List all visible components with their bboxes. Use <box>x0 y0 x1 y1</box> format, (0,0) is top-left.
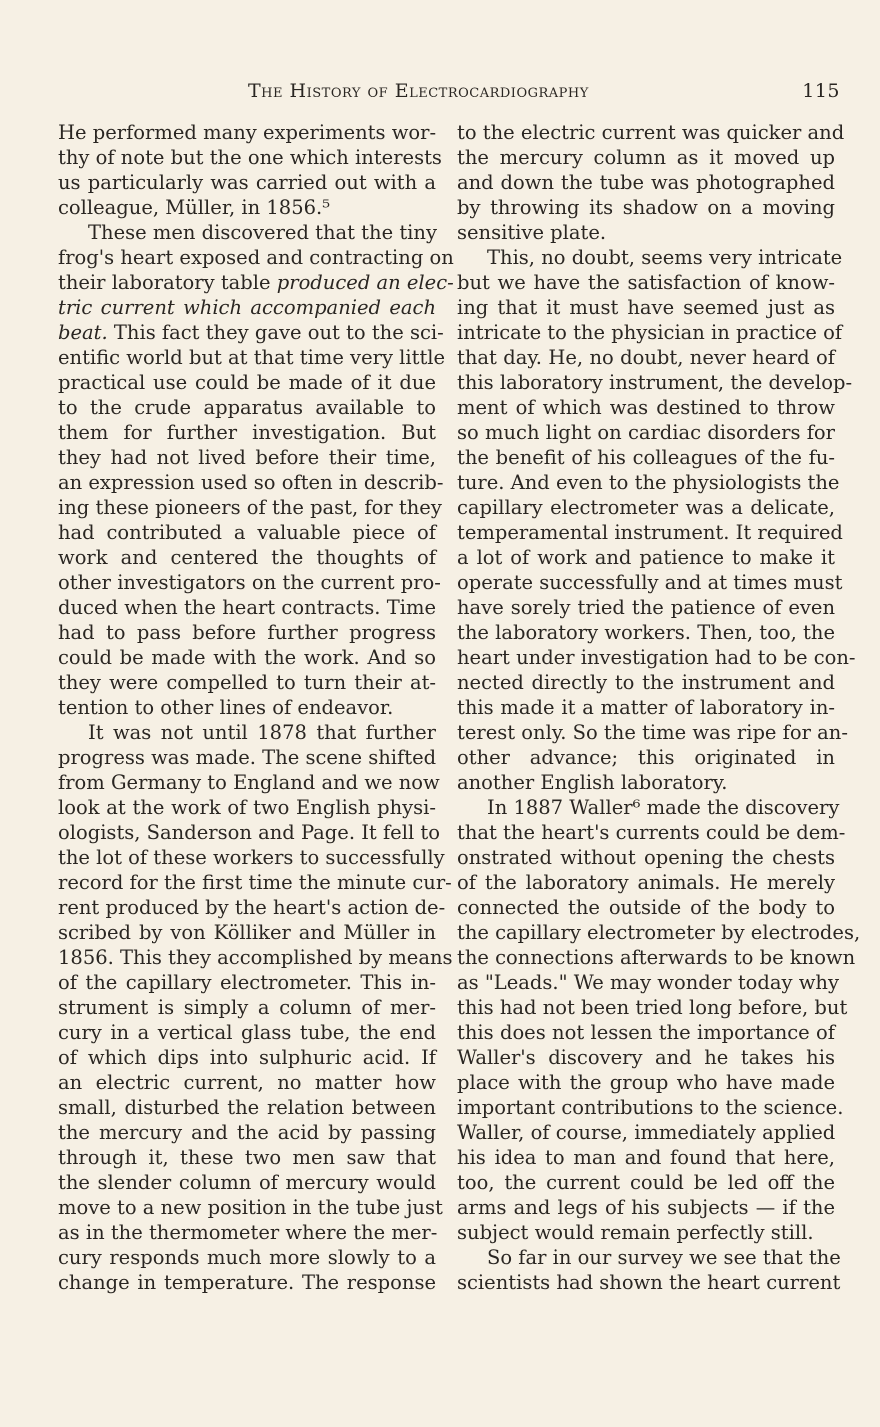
text-line: an electric current, no matter how <box>58 1071 436 1094</box>
text-line: the slender column of mercury would <box>58 1171 436 1194</box>
text-line: they had not lived before their time, <box>58 446 436 469</box>
text-line: could be made with the work. And so <box>58 646 436 669</box>
text-line: cury responds much more slowly to a <box>58 1246 436 1269</box>
text-line: through it, these two men saw that <box>58 1146 436 1169</box>
text-line: subject would remain perfectly still. <box>457 1221 814 1244</box>
text-line: change in temperature. The response <box>58 1271 436 1294</box>
text-line: Waller's discovery and he takes his <box>457 1046 835 1069</box>
text-line: terest only. So the time was ripe for an- <box>457 721 848 744</box>
text-line: colleague, Müller, in 1856.⁵ <box>58 196 331 219</box>
text-line: the connections afterwards to be known <box>457 946 856 969</box>
text-line: scribed by von Kölliker and Müller in <box>58 921 436 944</box>
text-line: his idea to man and found that here, <box>457 1146 835 1169</box>
text-line: had to pass before further progress <box>58 621 436 644</box>
text-line: other investigators on the current pro- <box>58 571 441 594</box>
text-line: ing these pioneers of the past, for they <box>58 496 442 519</box>
text-line: this does not lessen the importance of <box>457 1021 835 1044</box>
text-line: other advance; this originated in <box>457 746 835 769</box>
text-line: and down the tube was photographed <box>457 171 835 194</box>
text-line: another English laboratory. <box>457 771 728 794</box>
text-line: that the heart's currents could be dem- <box>457 821 846 844</box>
text-line: the mercury column as it moved up <box>457 146 835 169</box>
running-head <box>60 80 840 108</box>
text-line: this laboratory instrument, the develop- <box>457 371 853 394</box>
text-line: heart under investigation had to be con- <box>457 646 856 669</box>
text-line: place with the group who have made <box>457 1071 835 1094</box>
left-text-column <box>58 120 454 1295</box>
text-line: operate successfully and at times must <box>457 571 843 594</box>
text-line: tention to other lines of endeavor. <box>58 696 394 719</box>
text-line: ologists, Sanderson and Page. It fell to <box>58 821 440 844</box>
text-line: tric current which accompanied each <box>58 296 436 319</box>
running-title: The History of Electrocardiography <box>248 80 589 102</box>
text-line: duced when the heart contracts. Time <box>58 596 436 619</box>
text-line: they were compelled to turn their at- <box>58 671 436 694</box>
text-line: entific world but at that time very little <box>58 346 446 369</box>
text-line: strument is simply a column of mer- <box>58 996 436 1019</box>
right-text-column <box>457 120 861 1295</box>
text-line: ture. And even to the physiologists the <box>457 471 840 494</box>
text-line: that day. He, no doubt, never heard of <box>457 346 835 369</box>
text-line: thy of note but the one which interests <box>58 146 442 169</box>
text-line: as "Leads." We may wonder today why <box>457 971 839 994</box>
text-line: rent produced by the heart's action de- <box>58 896 446 919</box>
text-line: He performed many experiments wor- <box>58 121 437 144</box>
text-line: but we have the satisfaction of know- <box>457 271 835 294</box>
text-line: so much light on cardiac disorders for <box>457 421 835 444</box>
text-line: Waller, of course, immediately applied <box>457 1121 836 1144</box>
text-line: a lot of work and patience to make it <box>457 546 835 569</box>
text-line: nected directly to the instrument and <box>457 671 835 694</box>
text-line: the mercury and the acid by passing <box>58 1121 436 1144</box>
text-line: an expression used so often in describ- <box>58 471 444 494</box>
text-line: have sorely tried the patience of even <box>457 596 835 619</box>
text-line: the capillary electrometer by electrodes, <box>457 921 861 944</box>
text-line: 1856. This they accomplished by means <box>58 946 453 969</box>
text-line: ment of which was destined to throw <box>457 396 835 419</box>
text-line: the lot of these workers to successfully <box>58 846 445 869</box>
text-line: from Germany to England and we now <box>58 771 440 794</box>
text-line: of the capillary electrometer. This in- <box>58 971 436 994</box>
text-line: look at the work of two English physi- <box>58 796 436 819</box>
text-line: their laboratory table produced an elec- <box>58 271 454 294</box>
text-line: So far in our survey we see that the <box>487 1246 841 1269</box>
text-line: of the laboratory animals. He merely <box>457 871 835 894</box>
text-line: too, the current could be led off the <box>457 1171 835 1194</box>
text-line: by throwing its shadow on a moving <box>457 196 835 219</box>
text-line: cury in a vertical glass tube, the end <box>58 1021 436 1044</box>
text-line: to the crude apparatus available to <box>58 396 436 419</box>
text-line: this had not been tried long before, but <box>457 996 848 1019</box>
text-line: them for further investigation. But <box>58 421 436 444</box>
text-line: of which dips into sulphuric acid. If <box>58 1046 436 1069</box>
text-line: scientists had shown the heart current <box>457 1271 841 1294</box>
text-line: the laboratory workers. Then, too, the <box>457 621 835 644</box>
text-line: In 1887 Waller⁶ made the discovery <box>487 796 840 819</box>
text-line: beat. This fact they gave out to the sci- <box>58 321 444 344</box>
text-line: move to a new position in the tube just <box>58 1196 443 1219</box>
text-line: important contributions to the science. <box>457 1096 844 1119</box>
text-line: this made it a matter of laboratory in- <box>457 696 835 719</box>
text-line: had contributed a valuable piece of <box>58 521 436 544</box>
text-line: arms and legs of his subjects — if the <box>457 1196 835 1219</box>
text-line: connected the outside of the body to <box>457 896 835 919</box>
text-line: capillary electrometer was a delicate, <box>457 496 835 519</box>
text-line: to the electric current was quicker and <box>457 121 845 144</box>
page-number: 115 <box>802 80 840 102</box>
text-line: These men discovered that the tiny <box>88 221 437 244</box>
text-line: practical use could be made of it due <box>58 371 436 394</box>
text-line: progress was made. The scene shifted <box>58 746 437 769</box>
text-line: us particularly was carried out with a <box>58 171 436 194</box>
text-line: This, no doubt, seems very intricate <box>487 246 843 269</box>
text-line: as in the thermometer where the mer- <box>58 1221 438 1244</box>
text-line: small, disturbed the relation between <box>58 1096 436 1119</box>
text-line: record for the first time the minute cur- <box>58 871 452 894</box>
text-line: temperamental instrument. It required <box>457 521 843 544</box>
text-line: It was not until 1878 that further <box>88 721 436 744</box>
text-line: sensitive plate. <box>457 221 607 244</box>
text-line: the benefit of his colleagues of the fu- <box>457 446 835 469</box>
text-line: frog's heart exposed and contracting on <box>58 246 454 269</box>
text-line: work and centered the thoughts of <box>58 546 436 569</box>
text-line: intricate to the physician in practice of <box>457 321 843 344</box>
text-line: onstrated without opening the chests <box>457 846 835 869</box>
text-line: ing that it must have seemed just as <box>457 296 835 319</box>
